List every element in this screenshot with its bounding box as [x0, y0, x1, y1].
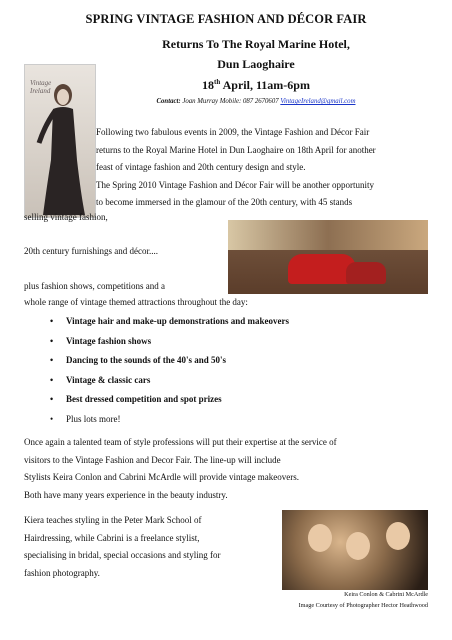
date-rest: April, 11am-6pm — [220, 78, 310, 92]
contact-details: Joan Murray Mobile: 087 2670607 — [180, 98, 281, 105]
whole-range-line: whole range of vintage themed attractions throughout the day: — [24, 297, 248, 307]
furnishings-line: 20th century furnishings and décor.... — [24, 246, 158, 256]
intro-line: returns to the Royal Marine Hotel in Dun Laoghaire on 18th April for another — [96, 144, 376, 155]
team-paragraph — [24, 434, 444, 504]
intro-paragraph — [96, 124, 436, 212]
intro-line: to become immersed in the glamour of the 20th century, with 45 stands — [96, 197, 353, 207]
contact-label: Contact: — [156, 98, 181, 105]
kiera-line: Kiera teaches styling in the Peter Mark School of — [24, 515, 202, 525]
list-item: • Plus lots more! — [48, 410, 289, 430]
kiera-line: fashion photography. — [24, 567, 100, 578]
list-item: • Vintage fashion shows — [48, 332, 289, 352]
stylists-photo — [282, 510, 428, 590]
kiera-line: Hairdressing, while Cabrini is a freelance stylist, — [24, 532, 200, 543]
intro-line: The Spring 2010 Vintage Fashion and Décor Fair will be another opportunity — [96, 179, 374, 190]
kiera-paragraph — [24, 512, 284, 582]
selling-line: selling vintage fashion, — [24, 212, 108, 222]
date-day: 18 — [202, 78, 215, 92]
photo-background — [228, 220, 428, 250]
intro-line: feast of vintage fashion and 20th century design and style. — [96, 162, 306, 172]
list-item: • Vintage hair and make-up demonstrations and makeovers — [48, 312, 289, 332]
photo-caption-names: Keira Conlon & Cabrini McArdle — [344, 591, 428, 598]
contact-email-link[interactable]: VintageIreland@gmail.com — [280, 98, 356, 105]
document-title: SPRING VINTAGE FASHION AND DÉCOR FAIR — [85, 12, 367, 26]
photo-caption-credit: Image Courtesy of Photographer Hector Heathwood — [298, 602, 428, 609]
plus-line: plus fashion shows, competitions and a — [24, 281, 165, 291]
attractions-list — [48, 312, 289, 430]
list-item: • Vintage & classic cars — [48, 371, 289, 391]
team-line: Both have many years experience in the beauty industry. — [24, 489, 228, 500]
intro-line: Following two fabulous events in 2009, the Vintage Fashion and Décor Fair — [96, 127, 370, 137]
photo-watermark: Vintage Ireland — [30, 79, 52, 95]
list-item: • Best dressed competition and spot prizes — [48, 390, 289, 410]
stylist-face-shape — [308, 524, 332, 552]
team-line: Stylists Keira Conlon and Cabrini McArdle will provide vintage makeovers. — [24, 472, 299, 482]
subtitle-venue: Returns To The Royal Marine Hotel, — [162, 37, 350, 51]
date-suffix: th — [214, 78, 221, 86]
kiera-line: specialising in bridal, special occasions and styling for — [24, 550, 221, 560]
stylist-face-shape — [386, 522, 410, 550]
event-date — [96, 78, 416, 93]
contact-line — [96, 98, 416, 105]
list-item: • Dancing to the sounds of the 40's and 50's — [48, 351, 289, 371]
team-line: visitors to the Vintage Fashion and Decor Fair. The line-up will include — [24, 454, 281, 465]
vintage-lady-photo — [24, 64, 96, 218]
team-line: Once again a talented team of style professions will put their expertise at the service of — [24, 437, 337, 447]
stylist-face-shape — [346, 532, 370, 560]
subtitle-location: Dun Laoghaire — [217, 57, 295, 71]
